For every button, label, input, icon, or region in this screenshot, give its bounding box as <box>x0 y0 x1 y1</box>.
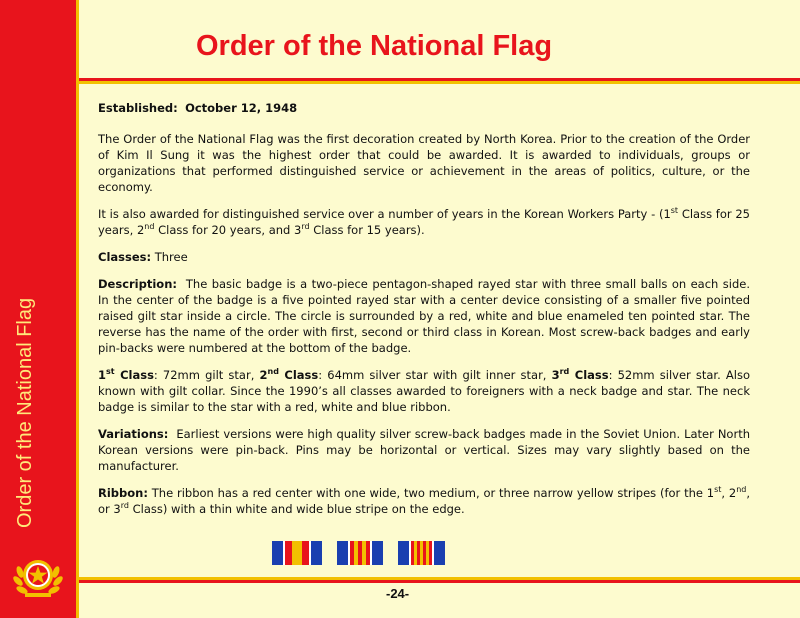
header-rule-gold <box>79 81 800 84</box>
emblem-icon <box>11 548 65 602</box>
intro-paragraph: The Order of the National Flag was the first decoration created by North Korea. Prior to the creation of the Order of Kim Il Sung it was the highest order that could be awarded. It is awarded to individuals, groups or organizations that performed distinguished service or achievement in the areas of politics, culture, or the economy. <box>98 132 750 194</box>
ribbon-paragraph: Ribbon: The ribbon has a red center with one wide, two medium, or three narrow yellow stripes (for the 1st, 2nd, or 3rd Class) with a thin white and wide blue stripe on the edge. <box>98 485 750 516</box>
ribbon-stripe <box>285 541 292 565</box>
ribbon-bar-3 <box>398 541 445 565</box>
classes-label: Classes: <box>98 250 152 264</box>
footer-rule <box>79 580 800 583</box>
ribbon-stripe <box>398 541 409 565</box>
established-value: October 12, 1948 <box>185 101 298 115</box>
ribbon-stripe <box>372 541 383 565</box>
description-label: Description: <box>98 277 177 291</box>
description-paragraph <box>98 276 750 356</box>
sidebar-title: Order of the National Flag <box>14 297 36 528</box>
ribbon-stripe <box>311 541 322 565</box>
sidebar-divider <box>76 0 79 618</box>
classes-value: Three <box>154 250 188 264</box>
variations-paragraph <box>98 426 750 474</box>
variations-text: Earliest versions were high quality silver screw-back badges made in the Soviet Union. Later North Korean versions were pin-back. Pins may be horizontal or vertical. Sizes may vary slightly based on the manufacturer. <box>98 427 750 473</box>
ribbon-label: Ribbon: <box>98 486 148 500</box>
classes-paragraph <box>98 249 750 265</box>
content <box>98 100 750 528</box>
ribbon-stripe <box>302 541 309 565</box>
description-text: The basic badge is a two-piece pentagon-shaped rayed star with three small balls on each side. In the center of the badge is a five pointed rayed star with a center device consisting of a smaller five pointed raised gilt star inside a circle. The circle is surrounded by a red, white and blue enameled ten pointed star. The reverse has the name of the order with first, second or third class in Korean. Most screw-back badges and early pin-backs were numbered at the bottom of the badge. <box>98 277 750 355</box>
page-title: Order of the National Flag <box>196 30 553 62</box>
established-label: Established: <box>98 101 178 115</box>
class-details-paragraph: 1st Class: 72mm gilt star, 2nd Class: 64mm silver star with gilt inner star, 3rd Class: 52mm silver star. Also known with gilt collar. Since the 1990’s all classes awarded to foreigners with a neck badge and star. The neck badge is similar to the star with a red, white and blue ribbon. <box>98 367 750 414</box>
ribbon-stripe <box>272 541 283 565</box>
ribbon-samples <box>272 541 445 565</box>
ribbon-bar-1 <box>272 541 322 565</box>
ribbon-bar-2 <box>337 541 383 565</box>
established-paragraph <box>98 100 750 116</box>
ribbon-stripe <box>337 541 348 565</box>
ribbon-stripe <box>434 541 445 565</box>
page-number: -24- <box>386 586 410 601</box>
variations-label: Variations: <box>98 427 169 441</box>
party-service-paragraph: It is also awarded for distinguished service over a number of years in the Korean Workers Party - (1st Class for 25 years, 2nd Class for 20 years, and 3rd Class for 15 years). <box>98 206 750 237</box>
